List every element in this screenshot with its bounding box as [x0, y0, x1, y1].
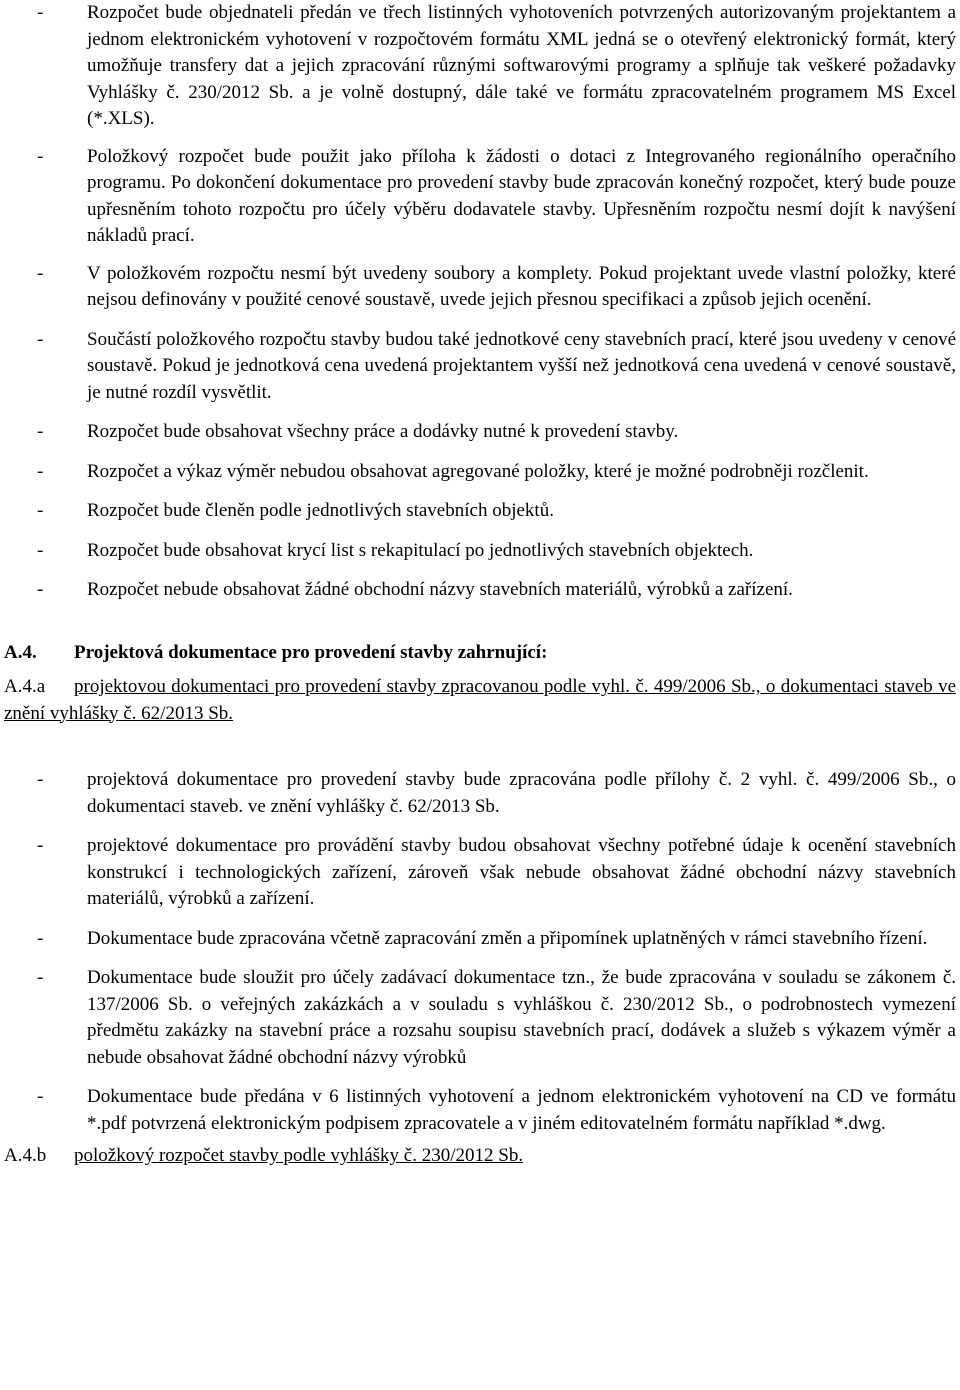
budget-requirements-list	[4, 0, 956, 604]
documentation-requirements-list	[4, 767, 956, 1137]
subsection-number: A.4.a	[4, 676, 46, 697]
section-title: Projektová dokumentace pro provedení stavby zahrnující:	[74, 641, 548, 663]
item-text: Dokumentace bude sloužit pro účely zadávací dokumentace tzn., že bude zpracována v souladu se zákonem č. 137/2006 Sb. o veřejných zakázkách a v souladu s vyhláškou č. 230/2012 Sb., o podrobnostech vymezení předmětu zakázky na stavební práce a rozsahu soupisu stavebních prací, dodávek a služeb s výkazem výměr a nebude obsahovat žádné obchodní názvy výrobků	[87, 967, 956, 1068]
dash-marker: -	[37, 927, 44, 949]
subsection-a4b	[4, 1143, 956, 1170]
dash-marker: -	[37, 2, 44, 23]
list-item	[4, 1084, 956, 1137]
dash-marker: -	[37, 262, 44, 284]
list-item	[4, 577, 956, 604]
list-item	[4, 144, 956, 250]
section-number: A.4.	[4, 641, 37, 663]
item-text: Rozpočet a výkaz výměr nebudou obsahovat agregované položky, které je možné podrobněji rozčlenit.	[87, 460, 869, 482]
list-item	[4, 261, 956, 314]
dash-marker: -	[37, 328, 44, 350]
list-item	[4, 926, 956, 953]
dash-marker: -	[37, 967, 44, 988]
list-item	[4, 538, 956, 565]
item-text: Rozpočet bude členěn podle jednotlivých stavebních objektů.	[87, 500, 554, 521]
dash-marker: -	[37, 421, 44, 442]
list-item	[4, 965, 956, 1071]
item-text: Součástí položkového rozpočtu stavby budou také jednotkové ceny stavebních prací, které jsou uvedeny v cenové soustavě. Pokud je jednotková cena uvedená projektantem vyšší než jednotková cena uvedená v cenové soustavě, je nutné rozdíl vysvětlit.	[87, 328, 956, 403]
item-text: Dokumentace bude předána v 6 listinných vyhotovení a jednom elektronickém vyhotovení na CD ve formátu *.pdf potvrzená elektronickým podpisem zpracovatele a v jiném editovatelném formátu například *.dwg.	[87, 1086, 956, 1134]
dash-marker: -	[37, 460, 44, 482]
dash-marker: -	[37, 539, 44, 561]
dash-marker: -	[37, 1086, 44, 1107]
list-item	[4, 767, 956, 820]
subsection-text: položkový rozpočet stavby podle vyhlášky č. 230/2012 Sb.	[74, 1145, 524, 1166]
item-text: Rozpočet nebude obsahovat žádné obchodní názvy stavebních materiálů, výrobků a zařízení.	[87, 579, 793, 600]
dash-marker: -	[37, 500, 44, 521]
dash-marker: -	[37, 145, 44, 167]
subsection-a4a	[4, 674, 956, 727]
dash-marker: -	[37, 769, 44, 790]
list-item	[4, 419, 956, 446]
list-item	[4, 0, 956, 133]
dash-marker: -	[37, 835, 44, 856]
item-text: Rozpočet bude obsahovat všechny práce a dodávky nutné k provedení stavby.	[87, 421, 679, 442]
item-text: Rozpočet bude objednateli předán ve třech listinných vyhotoveních potvrzených autorizovaným projektantem a jednom elektronickém vyhotovení v rozpočtovém formátu XML jedná se o otevřený elektronický formát, který umožňuje transfery dat a jejich zpracování různými softwarovými programy a splňuje tak veškeré požadavky Vyhlášky č. 230/2012 Sb. a je volně dostupný, dále také ve formátu zpracovatelném programem MS Excel (*.XLS).	[87, 2, 956, 129]
list-item	[4, 459, 956, 486]
list-item	[4, 327, 956, 407]
item-text: Rozpočet bude obsahovat krycí list s rekapitulací po jednotlivých stavebních objektech.	[87, 539, 754, 561]
subsection-number: A.4.b	[4, 1145, 47, 1166]
subsection-text: projektovou dokumentaci pro provedení stavby zpracovanou podle vyhl. č. 499/2006 Sb., o dokumentaci staveb ve znění vyhlášky č. 62/2013 Sb.	[4, 676, 956, 724]
item-text: projektové dokumentace pro provádění stavby budou obsahovat všechny potřebné údaje k ocenění stavebních konstrukcí i technologických zařízení, zároveň však nebude obsahovat žádné obchodní názvy stavebních materiálů, výrobků a zařízení.	[87, 835, 956, 909]
item-text: V položkovém rozpočtu nesmí být uvedeny soubory a komplety. Pokud projektant uvede vlastní položky, které nejsou definovány v použité cenové soustavě, uvede jejich přesnou specifikaci a způsob jejich ocenění.	[87, 262, 956, 310]
list-item	[4, 833, 956, 913]
list-item	[4, 498, 956, 525]
item-text: Dokumentace bude zpracována včetně zapracování změn a připomínek uplatněných v rámci stavebního řízení.	[87, 927, 928, 949]
item-text: projektová dokumentace pro provedení stavby bude zpracována podle přílohy č. 2 vyhl. č. 499/2006 Sb., o dokumentaci staveb. ve znění vyhlášky č. 62/2013 Sb.	[87, 769, 956, 817]
section-heading-a4	[4, 640, 956, 667]
dash-marker: -	[37, 579, 44, 600]
item-text: Položkový rozpočet bude použit jako příloha k žádosti o dotaci z Integrovaného regionálního operačního programu. Po dokončení dokumentace pro provedení stavby bude zpracován konečný rozpočet, který bude pouze upřesněním tohoto rozpočtu pro účely výběru dodavatele stavby. Upřesněním rozpočtu nesmí dojít k navýšení nákladů prací.	[87, 145, 956, 246]
